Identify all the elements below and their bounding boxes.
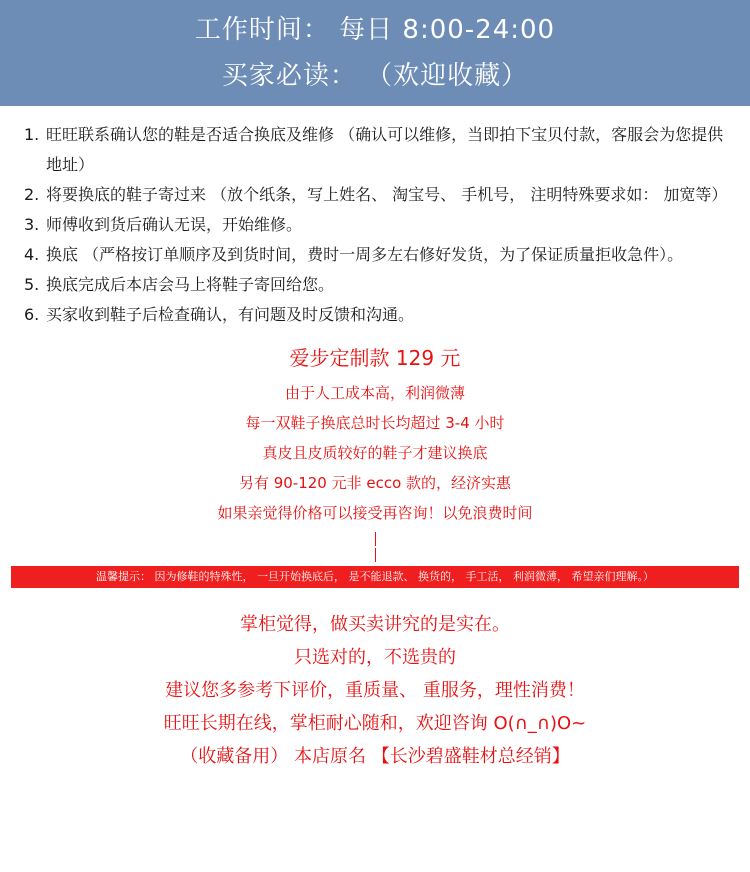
promo-line: 真皮且皮质较好的鞋子才建议换底 [262, 444, 488, 462]
promo-title: 爱步定制款 129 元 [289, 346, 461, 370]
step-item: 4. 换底 （严格按订单顺序及到货时间，费时一周多左右修好发货，为了保证质量拒收急件）。 [24, 245, 684, 264]
step-item: 6. 买家收到鞋子后检查确认，有问题及时反馈和沟通。 [24, 305, 415, 324]
header-banner [0, 0, 750, 106]
closing-line: 掌柜觉得，做买卖讲究的是实在。 [240, 614, 510, 635]
step-item: 2. 将要换底的鞋子寄过来 （放个纸条，写上姓名、 淘宝号、 手机号， 注明特殊要求如： 加宽等） [24, 185, 728, 204]
buyer-must-read: 买家必读： （欢迎收藏） [221, 61, 529, 91]
promo-section [0, 338, 750, 528]
divider-bar [375, 548, 376, 562]
promo-line: 另有 90-120 元非 ecco 款的，经济实惠 [238, 474, 512, 492]
step-item: 3. 师傅收到货后确认无误，开始维修。 [24, 215, 303, 234]
step-item: 1. 旺旺联系确认您的鞋是否适合换底及维修 （确认可以维修，当即拍下宝贝付款，客服会为您提供地址） [24, 125, 724, 174]
step-item: 5. 换底完成后本店会马上将鞋子寄回给您。 [24, 275, 335, 294]
divider-bar [375, 532, 376, 546]
closing-line: （收藏备用） 本店原名 【长沙碧盛鞋材总经销】 [180, 746, 570, 767]
closing-line: 建议您多参考下评价，重质量、 重服务，理性消费！ [165, 680, 585, 701]
closing-line: 旺旺长期在线，掌柜耐心随和，欢迎咨询 O(∩_∩)O~ [163, 713, 587, 734]
closing-section [0, 608, 750, 773]
process-steps [0, 106, 750, 330]
promo-line: 每一双鞋子换底总时长均超过 3-4 小时 [245, 414, 505, 432]
closing-line: 只选对的，不选贵的 [294, 647, 456, 668]
promo-line: 如果亲觉得价格可以接受再咨询！以免浪费时间 [217, 504, 533, 522]
promo-line: 由于人工成本高，利润微薄 [284, 384, 465, 402]
divider-marks [0, 532, 750, 564]
warm-notice-banner: 温馨提示： 因为修鞋的特殊性， 一旦开始换底后， 是不能退款、 换货的， 手工活， 利润微薄， 希望亲们理解。） [11, 566, 739, 588]
working-hours: 工作时间： 每日 8:00-24:00 [194, 15, 556, 45]
